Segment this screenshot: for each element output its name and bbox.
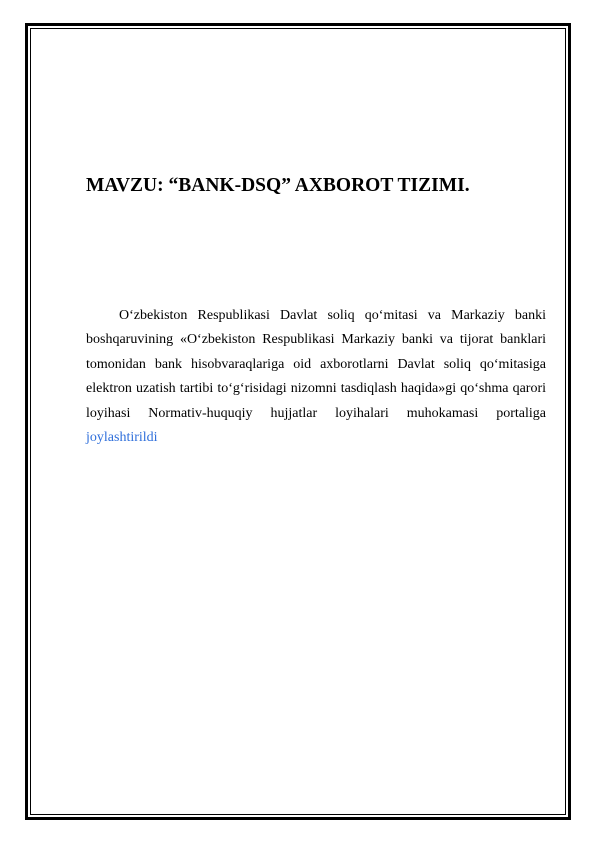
document-title: MAVZU: “BANK-DSQ” AXBOROT TIZIMI. [86,175,470,196]
paragraph-text: O‘zbekiston Respublikasi Davlat soliq qo‘mitasi va Markaziy banki boshqaruvining «O‘zbekiston Respublikasi Markaziy banki va tijorat banklari tomonidan bank hisobvaraqlariga oid axborotlarni Davlat soliq qo‘mitasiga elektron uzatish tartibi to‘g‘risidagi nizomni tasdiqlash haqida»gi qo‘shma qarori loyihasi Normativ-huquqiy hujjatlar loyihalari muhokamasi portaliga [86,308,546,421]
joylashtirildi-link[interactable]: joylashtirildi [86,430,158,446]
body-paragraph [86,304,546,450]
